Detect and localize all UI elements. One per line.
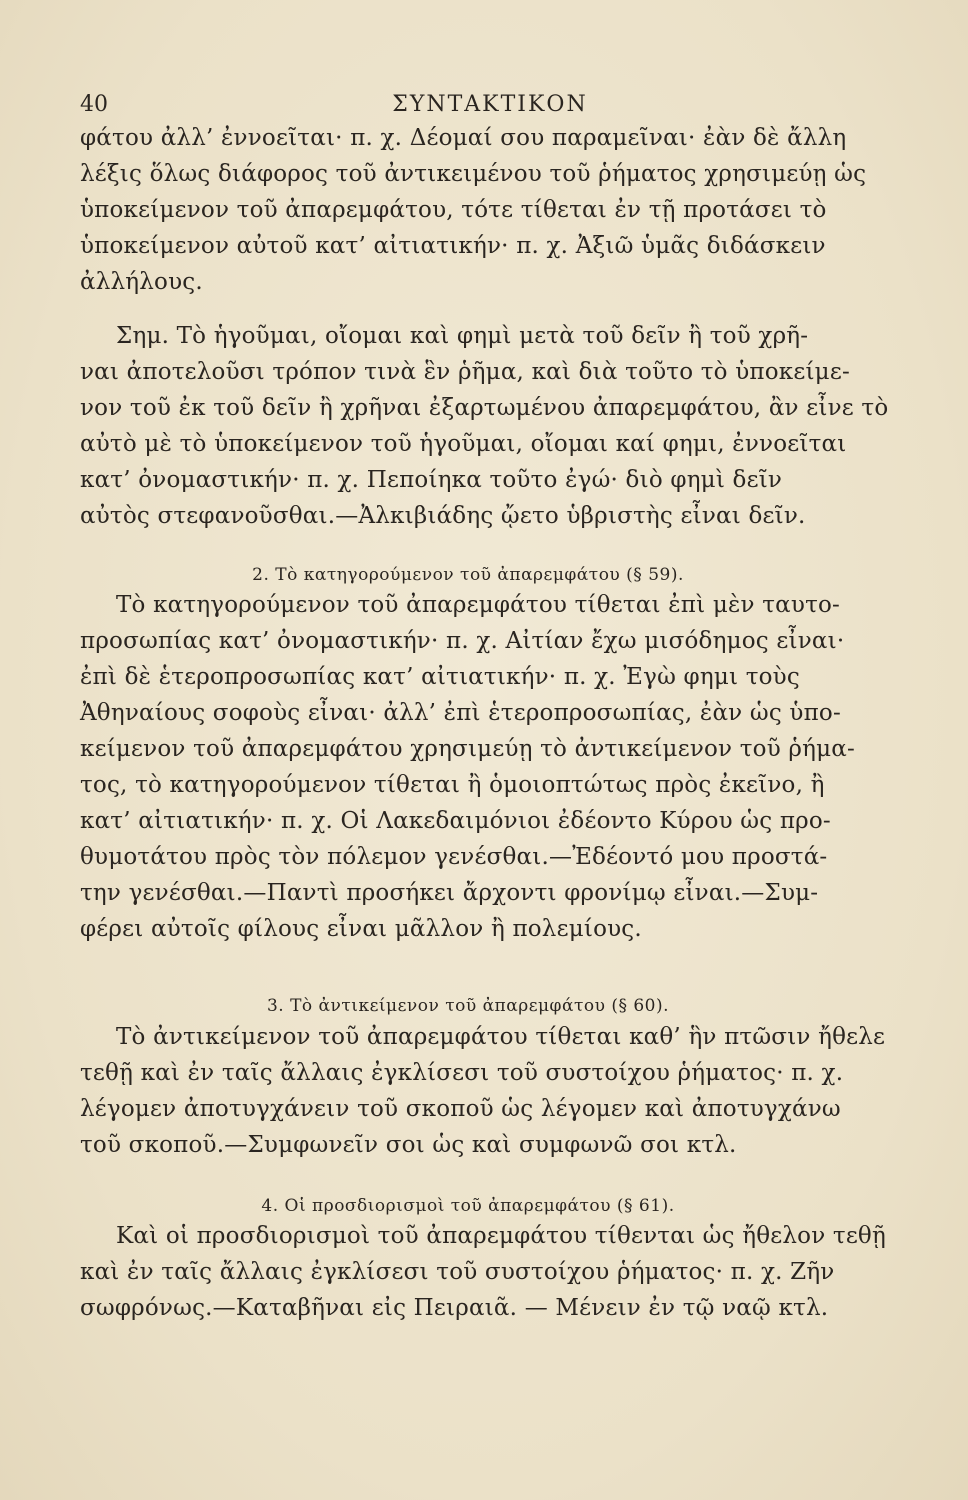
text-line: Σημ. Τὸ ἡγοῦμαι, οἴομαι καὶ φημὶ μετὰ τοῦ δεῖν ἢ τοῦ χρῆ- — [116, 323, 809, 349]
page-header — [80, 92, 900, 122]
text-line: λέγομεν ἀποτυγχάνειν τοῦ σκοποῦ ὡς λέγομεν καὶ ἀποτυγχάνω — [80, 1096, 841, 1122]
text-line: κείμενον τοῦ ἀπαρεμφάτου χρησιμεύῃ τὸ ἀντικείμενον τοῦ ῥήμα- — [80, 736, 855, 762]
text-line: κατ’ ὀνομαστικήν· π. χ. Πεποίηκα τοῦτο ἐγώ· διὸ φημὶ δεῖν — [80, 467, 783, 493]
text-line: ἀλλήλους. — [80, 269, 203, 295]
paragraph-section-2 — [80, 587, 856, 947]
paragraph-section-3 — [80, 1019, 886, 1163]
section-heading: 3. Τὸ ἀντικείμενον τοῦ ἀπαρεμφάτου (§ 60). — [266, 996, 670, 1016]
page-number: 40 — [80, 92, 108, 117]
text-line: θυμοτάτου πρὸς τὸν πόλεμον γενέσθαι.—Ἐδέοντό μου προστά- — [80, 844, 828, 870]
paragraph-section-4 — [80, 1218, 886, 1326]
text-line: την γενέσθαι.—Παντὶ προσήκει ἄρχοντι φρονίμῳ εἶναι.—Συμ- — [80, 880, 819, 906]
text-line: ἐπὶ δὲ ἑτεροπροσωπίας κατ’ αἰτιατικήν· π. χ. Ἐγὼ φημι τοὺς — [80, 664, 800, 690]
text-line: ναι ἀποτελοῦσι τρόπον τινὰ ἓν ῥῆμα, καὶ διὰ τοῦτο τὸ ὑποκείμε- — [80, 359, 850, 385]
text-line: Τὸ κατηγορούμενον τοῦ ἀπαρεμφάτου τίθεται ἐπὶ μὲν ταυτο- — [116, 592, 841, 618]
text-line: σωφρόνως.—Καταβῆναι εἰς Πειραιᾶ. — Μένειν ἐν τῷ ναῷ κτλ. — [80, 1295, 829, 1321]
text-line: καὶ ἐν ταῖς ἄλλαις ἐγκλίσεσι τοῦ συστοίχου ῥήματος· π. χ. Ζῆν — [80, 1259, 835, 1285]
section-heading: 4. Οἱ προσδιορισμοὶ τοῦ ἀπαρεμφάτου (§ 61). — [261, 1196, 675, 1216]
text-line: φέρει αὐτοῖς φίλους εἶναι μᾶλλον ἢ πολεμίους. — [80, 916, 642, 942]
text-line: κατ’ αἰτιατικήν· π. χ. Οἱ Λακεδαιμόνιοι ἐδέοντο Κύρου ὡς προ- — [80, 808, 831, 834]
text-line: Καὶ οἱ προσδιορισμοὶ τοῦ ἀπαρεμφάτου τίθενται ὡς ἤθελον τεθῇ — [116, 1223, 886, 1249]
text-line: φάτου ἀλλ’ ἐννοεῖται· π. χ. Δέομαί σου παραμεῖναι· ἐὰν δὲ ἄλλη — [80, 125, 847, 151]
section-heading: 2. Τὸ κατηγορούμενον τοῦ ἀπαρεμφάτου (§ 59). — [252, 565, 684, 585]
text-line: τος, τὸ κατηγορούμενον τίθεται ἢ ὁμοιοπτώτως πρὸς ἐκεῖνο, ἢ — [80, 772, 825, 798]
text-line: νον τοῦ ἐκ τοῦ δεῖν ἢ χρῆναι ἐξαρτωμένου ἀπαρεμφάτου, ἂν εἶνε τὸ — [80, 395, 889, 421]
text-line: τοῦ σκοποῦ.—Συμφωνεῖν σοι ὡς καὶ συμφωνῶ σοι κτλ. — [80, 1132, 737, 1158]
running-title: ΣΥΝΤΑΚΤΙΚΟΝ — [392, 92, 588, 117]
paragraph-note — [80, 318, 889, 534]
text-line: τεθῇ καὶ ἐν ταῖς ἄλλαις ἐγκλίσεσι τοῦ συστοίχου ῥήματος· π. χ. — [80, 1060, 844, 1086]
text-line: Τὸ ἀντικείμενον τοῦ ἀπαρεμφάτου τίθεται καθ’ ἣν πτῶσιν ἤθελε — [116, 1024, 886, 1050]
text-line: αὐτὸ μὲ τὸ ὑποκείμενον τοῦ ἡγοῦμαι, οἴομαι καί φημι, ἐννοεῖται — [80, 431, 847, 457]
text-line: Ἀθηναίους σοφοὺς εἶναι· ἀλλ’ ἐπὶ ἑτεροπροσωπίας, ἐὰν ὡς ὑπο- — [80, 700, 841, 726]
text-line: λέξις ὅλως διάφορος τοῦ ἀντικειμένου τοῦ ῥήματος χρησιμεύῃ ὡς — [80, 161, 867, 187]
paragraph-1 — [80, 120, 867, 300]
text-line: ὑποκείμενον τοῦ ἀπαρεμφάτου, τότε τίθεται ἐν τῇ προτάσει τὸ — [80, 197, 827, 223]
text-line: ὑποκείμενον αὐτοῦ κατ’ αἰτιατικήν· π. χ. Ἀξιῶ ὑμᾶς διδάσκειν — [80, 233, 826, 259]
text-line: αὐτὸς στεφανοῦσθαι.—Ἀλκιβιάδης ᾤετο ὑβριστὴς εἶναι δεῖν. — [80, 503, 806, 529]
text-line: προσωπίας κατ’ ὀνομαστικήν· π. χ. Αἰτίαν ἔχω μισόδημος εἶναι· — [80, 628, 845, 654]
